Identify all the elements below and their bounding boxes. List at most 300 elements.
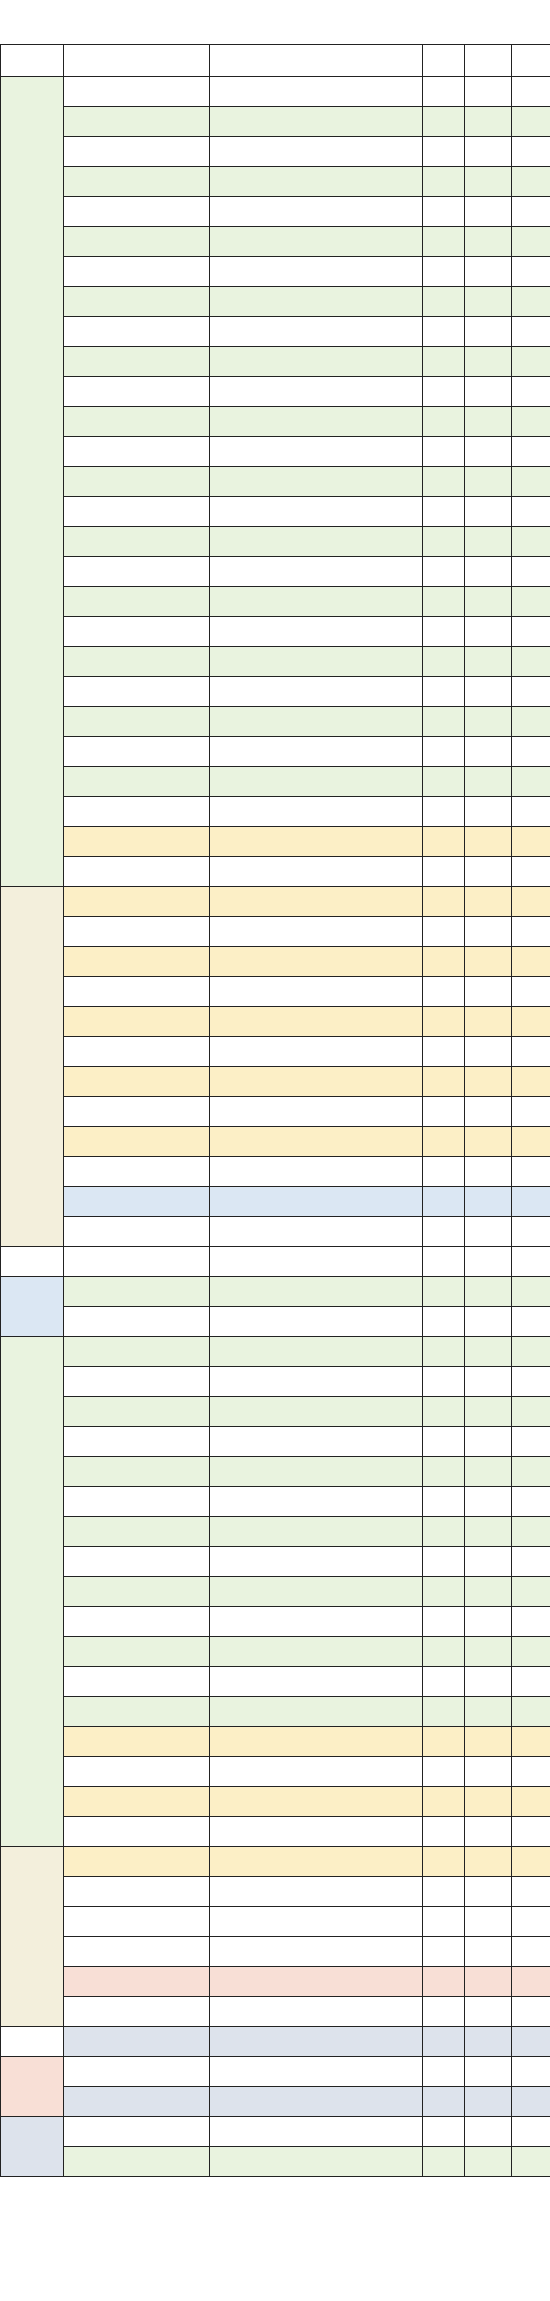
table-row (1, 1517, 550, 1547)
fee-cell (465, 227, 512, 257)
fee-cell (465, 1547, 512, 1577)
note-cell (512, 1277, 550, 1307)
fee-cell (465, 1277, 512, 1307)
table-row (1, 767, 550, 797)
table-row (1, 587, 550, 617)
college-cell (64, 1607, 210, 1637)
fee-cell (465, 857, 512, 887)
table-row (1, 1127, 550, 1157)
fee-cell (465, 1967, 512, 1997)
note-cell (512, 137, 550, 167)
table-row (1, 287, 550, 317)
table-row (1, 1667, 550, 1697)
fee-cell (465, 1727, 512, 1757)
table-row (1, 887, 550, 917)
fee-cell (465, 197, 512, 227)
note-cell (512, 1757, 550, 1787)
table-row (1, 137, 550, 167)
college-cell (64, 1217, 210, 1247)
category-cell (1, 1247, 64, 1277)
header-category (1, 45, 64, 77)
fee-cell (465, 677, 512, 707)
college-cell (64, 1967, 210, 1997)
plan-cell (423, 497, 465, 527)
note-cell (512, 1697, 550, 1727)
note-cell (512, 827, 550, 857)
note-cell (512, 1337, 550, 1367)
note-cell (512, 1187, 550, 1217)
plan-cell (423, 257, 465, 287)
plan-cell (423, 1967, 465, 1997)
note-cell (512, 1547, 550, 1577)
college-cell (64, 1937, 210, 1967)
plan-cell (423, 737, 465, 767)
plan-cell (423, 527, 465, 557)
college-cell (64, 1907, 210, 1937)
college-cell (64, 1997, 210, 2027)
table-row (1, 1097, 550, 1127)
fee-cell (465, 467, 512, 497)
major-cell (210, 947, 423, 977)
plan-cell (423, 1937, 465, 1967)
table-row (1, 1607, 550, 1637)
fee-cell (465, 1367, 512, 1397)
fee-cell (465, 317, 512, 347)
plan-cell (423, 1727, 465, 1757)
note-cell (512, 1427, 550, 1457)
table-row (1, 1307, 550, 1337)
college-cell (64, 797, 210, 827)
fee-cell (465, 2087, 512, 2117)
enrollment-table (0, 44, 550, 2177)
college-cell (64, 1667, 210, 1697)
note-cell (512, 1727, 550, 1757)
table-row (1, 677, 550, 707)
note-cell (512, 1517, 550, 1547)
note-cell (512, 497, 550, 527)
note-cell (512, 1457, 550, 1487)
fee-cell (465, 707, 512, 737)
college-cell (64, 287, 210, 317)
college-cell (64, 647, 210, 677)
major-cell (210, 1877, 423, 1907)
note-cell (512, 767, 550, 797)
note-cell (512, 1157, 550, 1187)
fee-cell (465, 167, 512, 197)
major-cell (210, 2147, 423, 2177)
major-cell (210, 1007, 423, 1037)
college-cell (64, 467, 210, 497)
plan-cell (423, 1517, 465, 1547)
table-row (1, 2087, 550, 2117)
plan-cell (423, 317, 465, 347)
plan-cell (423, 1037, 465, 1067)
major-cell (210, 1607, 423, 1637)
college-cell (64, 1397, 210, 1427)
table-row (1, 827, 550, 857)
major-cell (210, 1967, 423, 1997)
major-cell (210, 1397, 423, 1427)
note-cell (512, 1817, 550, 1847)
major-cell (210, 497, 423, 527)
plan-cell (423, 1367, 465, 1397)
major-cell (210, 587, 423, 617)
fee-cell (465, 1187, 512, 1217)
plan-cell (423, 437, 465, 467)
fee-cell (465, 647, 512, 677)
note-cell (512, 1487, 550, 1517)
note-cell (512, 1247, 550, 1277)
major-cell (210, 647, 423, 677)
note-cell (512, 1967, 550, 1997)
college-cell (64, 1007, 210, 1037)
major-cell (210, 1157, 423, 1187)
major-cell (210, 1817, 423, 1847)
note-cell (512, 2027, 550, 2057)
note-cell (512, 587, 550, 617)
category-cell (1, 2057, 64, 2117)
major-cell (210, 1667, 423, 1697)
table-row (1, 407, 550, 437)
note-cell (512, 2117, 550, 2147)
table-row (1, 197, 550, 227)
note-cell (512, 557, 550, 587)
table-body (1, 77, 550, 2177)
note-cell (512, 77, 550, 107)
college-cell (64, 587, 210, 617)
college-cell (64, 497, 210, 527)
fee-cell (465, 1697, 512, 1727)
plan-cell (423, 2087, 465, 2117)
table-row (1, 1697, 550, 1727)
table-row (1, 1547, 550, 1577)
plan-cell (423, 1877, 465, 1907)
header-major (210, 45, 423, 77)
plan-cell (423, 1157, 465, 1187)
table-row (1, 917, 550, 947)
major-cell (210, 977, 423, 1007)
major-cell (210, 1307, 423, 1337)
table-row (1, 2027, 550, 2057)
note-cell (512, 1877, 550, 1907)
major-cell (210, 617, 423, 647)
table-row (1, 557, 550, 587)
college-cell (64, 377, 210, 407)
plan-cell (423, 1007, 465, 1037)
plan-cell (423, 1307, 465, 1337)
table-row (1, 1187, 550, 1217)
major-cell (210, 1277, 423, 1307)
college-cell (64, 707, 210, 737)
college-cell (64, 857, 210, 887)
plan-cell (423, 677, 465, 707)
table-row (1, 2147, 550, 2177)
college-cell (64, 947, 210, 977)
fee-cell (465, 1577, 512, 1607)
note-cell (512, 1367, 550, 1397)
plan-cell (423, 1097, 465, 1127)
table-row (1, 497, 550, 527)
fee-cell (465, 497, 512, 527)
college-cell (64, 617, 210, 647)
major-cell (210, 1907, 423, 1937)
fee-cell (465, 1667, 512, 1697)
fee-cell (465, 1037, 512, 1067)
major-cell (210, 287, 423, 317)
table-row (1, 2057, 550, 2087)
plan-cell (423, 1697, 465, 1727)
major-cell (210, 407, 423, 437)
fee-cell (465, 557, 512, 587)
note-cell (512, 1907, 550, 1937)
college-cell (64, 1427, 210, 1457)
plan-cell (423, 1607, 465, 1637)
major-cell (210, 737, 423, 767)
table-row (1, 227, 550, 257)
plan-cell (423, 2057, 465, 2087)
plan-cell (423, 467, 465, 497)
college-cell (64, 1457, 210, 1487)
plan-cell (423, 1337, 465, 1367)
note-cell (512, 407, 550, 437)
major-cell (210, 1487, 423, 1517)
fee-cell (465, 1307, 512, 1337)
note-cell (512, 1007, 550, 1037)
major-cell (210, 1697, 423, 1727)
major-cell (210, 1337, 423, 1367)
major-cell (210, 2087, 423, 2117)
note-cell (512, 647, 550, 677)
table-row (1, 1217, 550, 1247)
fee-cell (465, 977, 512, 1007)
college-cell (64, 437, 210, 467)
plan-cell (423, 917, 465, 947)
college-cell (64, 1817, 210, 1847)
table-row (1, 1967, 550, 1997)
plan-cell (423, 137, 465, 167)
table-row (1, 1907, 550, 1937)
major-cell (210, 1787, 423, 1817)
plan-cell (423, 287, 465, 317)
table-row (1, 977, 550, 1007)
fee-cell (465, 377, 512, 407)
table-row (1, 797, 550, 827)
note-cell (512, 1097, 550, 1127)
major-cell (210, 1217, 423, 1247)
major-cell (210, 2027, 423, 2057)
plan-cell (423, 167, 465, 197)
college-cell (64, 1097, 210, 1127)
major-cell (210, 1577, 423, 1607)
major-cell (210, 917, 423, 947)
fee-cell (465, 1007, 512, 1037)
category-cell (1, 2117, 64, 2177)
table-row (1, 707, 550, 737)
college-cell (64, 977, 210, 1007)
plan-cell (423, 1637, 465, 1667)
major-cell (210, 1457, 423, 1487)
plan-cell (423, 1757, 465, 1787)
fee-cell (465, 107, 512, 137)
college-cell (64, 1847, 210, 1877)
table-row (1, 257, 550, 287)
major-cell (210, 1727, 423, 1757)
plan-cell (423, 557, 465, 587)
plan-cell (423, 227, 465, 257)
college-cell (64, 2147, 210, 2177)
major-cell (210, 2117, 423, 2147)
note-cell (512, 287, 550, 317)
note-cell (512, 227, 550, 257)
college-cell (64, 407, 210, 437)
college-cell (64, 1157, 210, 1187)
table-row (1, 647, 550, 677)
fee-cell (465, 1757, 512, 1787)
major-cell (210, 257, 423, 287)
table-row (1, 1007, 550, 1037)
college-cell (64, 1697, 210, 1727)
college-cell (64, 1247, 210, 1277)
college-cell (64, 1577, 210, 1607)
plan-cell (423, 1457, 465, 1487)
table-row (1, 1037, 550, 1067)
fee-cell (465, 2147, 512, 2177)
fee-cell (465, 827, 512, 857)
plan-cell (423, 1127, 465, 1157)
fee-cell (465, 77, 512, 107)
note-cell (512, 1217, 550, 1247)
note-cell (512, 1667, 550, 1697)
major-cell (210, 1997, 423, 2027)
plan-cell (423, 887, 465, 917)
college-cell (64, 1637, 210, 1667)
college-cell (64, 1757, 210, 1787)
note-cell (512, 2087, 550, 2117)
note-cell (512, 887, 550, 917)
table-row (1, 527, 550, 557)
college-cell (64, 1487, 210, 1517)
note-cell (512, 1067, 550, 1097)
fee-cell (465, 1607, 512, 1637)
plan-cell (423, 1907, 465, 1937)
note-cell (512, 197, 550, 227)
fee-cell (465, 347, 512, 377)
plan-cell (423, 797, 465, 827)
table-row (1, 77, 550, 107)
major-cell (210, 137, 423, 167)
plan-cell (423, 197, 465, 227)
plan-cell (423, 2117, 465, 2147)
college-cell (64, 917, 210, 947)
major-cell (210, 1427, 423, 1457)
fee-cell (465, 1907, 512, 1937)
note-cell (512, 677, 550, 707)
major-cell (210, 2057, 423, 2087)
table-row (1, 317, 550, 347)
plan-cell (423, 1787, 465, 1817)
plan-cell (423, 617, 465, 647)
fee-cell (465, 887, 512, 917)
table-row (1, 1787, 550, 1817)
plan-cell (423, 1397, 465, 1427)
college-cell (64, 887, 210, 917)
fee-cell (465, 797, 512, 827)
table-row (1, 1577, 550, 1607)
note-cell (512, 977, 550, 1007)
fee-cell (465, 527, 512, 557)
fee-cell (465, 1337, 512, 1367)
fee-cell (465, 257, 512, 287)
fee-cell (465, 287, 512, 317)
major-cell (210, 467, 423, 497)
note-cell (512, 1577, 550, 1607)
major-cell (210, 1037, 423, 1067)
plan-cell (423, 587, 465, 617)
major-cell (210, 1547, 423, 1577)
major-cell (210, 767, 423, 797)
college-cell (64, 677, 210, 707)
fee-cell (465, 1637, 512, 1667)
fee-cell (465, 1427, 512, 1457)
table-row (1, 107, 550, 137)
note-cell (512, 947, 550, 977)
table-row (1, 1457, 550, 1487)
major-cell (210, 1517, 423, 1547)
plan-cell (423, 2147, 465, 2177)
major-cell (210, 827, 423, 857)
category-cell (1, 2027, 64, 2057)
fee-cell (465, 1817, 512, 1847)
college-cell (64, 197, 210, 227)
note-cell (512, 1397, 550, 1427)
note-cell (512, 467, 550, 497)
major-cell (210, 1187, 423, 1217)
major-cell (210, 527, 423, 557)
fee-cell (465, 1217, 512, 1247)
fee-cell (465, 1397, 512, 1427)
college-cell (64, 1277, 210, 1307)
plan-cell (423, 2027, 465, 2057)
table-row (1, 737, 550, 767)
fee-cell (465, 1127, 512, 1157)
note-cell (512, 917, 550, 947)
plan-cell (423, 407, 465, 437)
plan-cell (423, 1427, 465, 1457)
note-cell (512, 857, 550, 887)
college-cell (64, 257, 210, 287)
major-cell (210, 1937, 423, 1967)
table-row (1, 1277, 550, 1307)
plan-cell (423, 1187, 465, 1217)
fee-cell (465, 1997, 512, 2027)
college-cell (64, 737, 210, 767)
table-row (1, 167, 550, 197)
fee-cell (465, 1937, 512, 1967)
college-cell (64, 1337, 210, 1367)
plan-cell (423, 707, 465, 737)
note-cell (512, 257, 550, 287)
plan-cell (423, 1217, 465, 1247)
college-cell (64, 1877, 210, 1907)
plan-cell (423, 347, 465, 377)
college-cell (64, 2027, 210, 2057)
fee-cell (465, 587, 512, 617)
table-row (1, 1067, 550, 1097)
college-cell (64, 1367, 210, 1397)
major-cell (210, 437, 423, 467)
table-row (1, 1757, 550, 1787)
college-cell (64, 227, 210, 257)
